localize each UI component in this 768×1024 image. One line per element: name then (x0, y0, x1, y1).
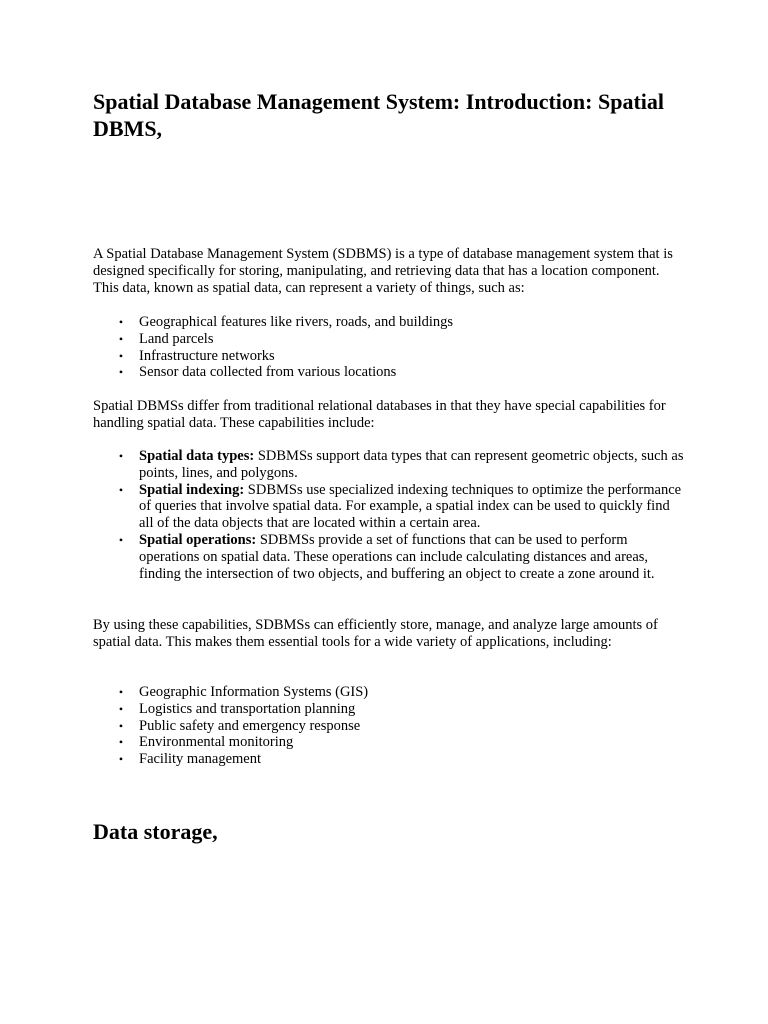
capability-term: Spatial operations: (139, 531, 257, 548)
list-item (93, 364, 685, 381)
capability-term: Spatial indexing: (139, 481, 245, 498)
list-item (93, 701, 685, 718)
bullet-icon: • (118, 685, 124, 699)
applications-paragraph: By using these capabilities, SDBMSs can efficiently store, manage, and analyze large amounts of spatial data. This makes them essential tools for a wide variety of applications, including: (93, 617, 658, 650)
list-item (93, 348, 685, 365)
list-item-text: Logistics and transportation planning (139, 700, 356, 717)
section-title-data-storage: Data storage, (93, 819, 218, 844)
list-item (93, 331, 685, 348)
bullet-icon: • (118, 348, 124, 363)
list-item (93, 482, 685, 532)
capability-text: SDBMSs use specialized indexing techniques to optimize the performance of queries that involve spatial data. For example, a spatial index can be used to quickly find all of the data objects that are located within a certain area. (139, 481, 682, 532)
bullet-icon: • (118, 482, 124, 497)
applications-list (93, 684, 685, 768)
differ-paragraph: Spatial DBMSs differ from traditional relational databases in that they have special capabilities for handling spatial data. These capabilities include: (93, 398, 666, 431)
page-title: Spatial Database Management System: Introduction: Spatial DBMS, (93, 89, 665, 141)
list-item (93, 751, 685, 768)
list-item-text: Facility management (139, 751, 262, 768)
list-item (93, 684, 685, 701)
list-item (93, 734, 685, 751)
bullet-icon: • (118, 331, 124, 346)
capability-text: SDBMSs support data types that can represent geometric objects, such as points, lines, and polygons. (139, 448, 684, 481)
bullet-icon: • (118, 718, 124, 733)
bullet-icon: • (118, 365, 124, 380)
capability-text: SDBMSs provide a set of functions that can be used to perform operations on spatial data. These operations can include calculating distances and areas, finding the intersection of two objects, and buffering an object to create a zone around it. (139, 531, 655, 582)
list-item-text: Infrastructure networks (139, 347, 275, 364)
list-item-text: Land parcels (139, 330, 214, 347)
capabilities-list (93, 448, 685, 582)
intro-paragraph: A Spatial Database Management System (SDBMS) is a type of database management system that is designed specifically for storing, manipulating, and retrieving data that has a location component. This data, known as spatial data, can represent a variety of things, such as: (93, 246, 673, 296)
list-item (93, 718, 685, 735)
bullet-icon: • (118, 735, 124, 750)
list-item (93, 448, 685, 482)
list-item-text: Environmental monitoring (139, 734, 294, 751)
spatial-data-examples-list (93, 314, 685, 381)
list-item (93, 314, 685, 331)
bullet-icon: • (118, 315, 124, 329)
list-item-text: Geographic Information Systems (GIS) (139, 684, 369, 700)
bullet-icon: • (118, 701, 124, 716)
list-item-text: Geographical features like rivers, roads, and buildings (139, 314, 454, 330)
bullet-icon: • (118, 449, 124, 463)
list-item-text: Sensor data collected from various locations (139, 364, 397, 381)
bullet-icon: • (118, 532, 124, 547)
list-item-text: Public safety and emergency response (139, 717, 361, 734)
bullet-icon: • (118, 752, 124, 767)
list-item (93, 532, 685, 582)
capability-term: Spatial data types: (139, 448, 255, 464)
